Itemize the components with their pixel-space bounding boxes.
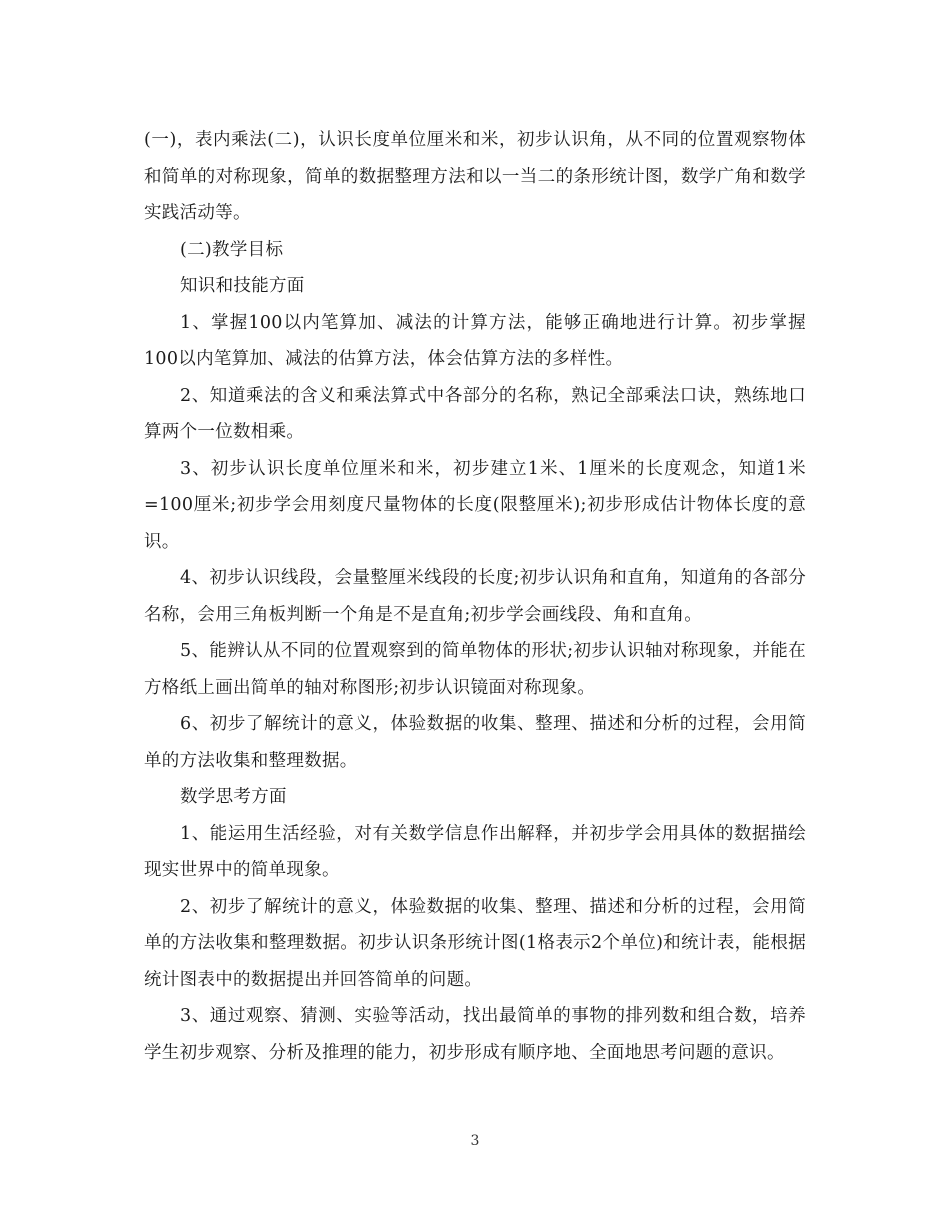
document-body [144, 122, 806, 1071]
paragraph-item-3: 3、初步认识长度单位厘米和米，初步建立1米、1厘米的长度观念，知道1米=100厘米;初步学会用刻度尺量物体的长度(限整厘米);初步形成估计物体长度的意识。 [144, 458, 806, 552]
paragraph-thinking-item-2: 2、初步了解统计的意义，体验数据的收集、整理、描述和分析的过程，会用简单的方法收集和整理数据。初步认识条形统计图(1格表示2个单位)和统计表，能根据统计图表中的数据提出并回答简单的问题。 [144, 896, 806, 990]
paragraph-item-2: 2、知道乘法的含义和乘法算式中各部分的名称，熟记全部乘法口诀，熟练地口算两个一位数相乘。 [144, 385, 806, 442]
paragraph-continuation: (一)，表内乘法(二)，认识长度单位厘米和米，初步认识角，从不同的位置观察物体和简单的对称现象，简单的数据整理方法和以一当二的条形统计图，数学广角和数学实践活动等。 [144, 130, 806, 223]
paragraph-thinking-item-3: 3、通过观察、猜测、实验等活动，找出最简单的事物的排列数和组合数，培养学生初步观察、分析及推理的能力，初步形成有顺序地、全面地思考问题的意识。 [144, 1006, 806, 1063]
paragraph-item-4: 4、初步认识线段，会量整厘米线段的长度;初步认识角和直角，知道角的各部分名称，会用三角板判断一个角是不是直角;初步学会画线段、角和直角。 [144, 568, 806, 625]
page-number: 3 [470, 1133, 480, 1149]
section-heading-teaching-goals: (二)教学目标 [180, 239, 284, 260]
paragraph-item-5: 5、能辨认从不同的位置观察到的简单物体的形状;初步认识轴对称现象，并能在方格纸上画出简单的轴对称图形;初步认识镜面对称现象。 [144, 641, 806, 698]
paragraph-item-6: 6、初步了解统计的意义，体验数据的收集、整理、描述和分析的过程，会用简单的方法收集和整理数据。 [144, 714, 806, 771]
subheading-knowledge-skills: 知识和技能方面 [180, 276, 305, 296]
paragraph-thinking-item-1: 1、能运用生活经验，对有关数学信息作出解释，并初步学会用具体的数据描绘现实世界中的简单现象。 [144, 823, 806, 880]
paragraph-item-1: 1、掌握100以内笔算加、减法的计算方法，能够正确地进行计算。初步掌握100以内笔算加、减法的估算方法，体会估算方法的多样性。 [144, 312, 806, 369]
subheading-math-thinking: 数学思考方面 [180, 787, 287, 807]
